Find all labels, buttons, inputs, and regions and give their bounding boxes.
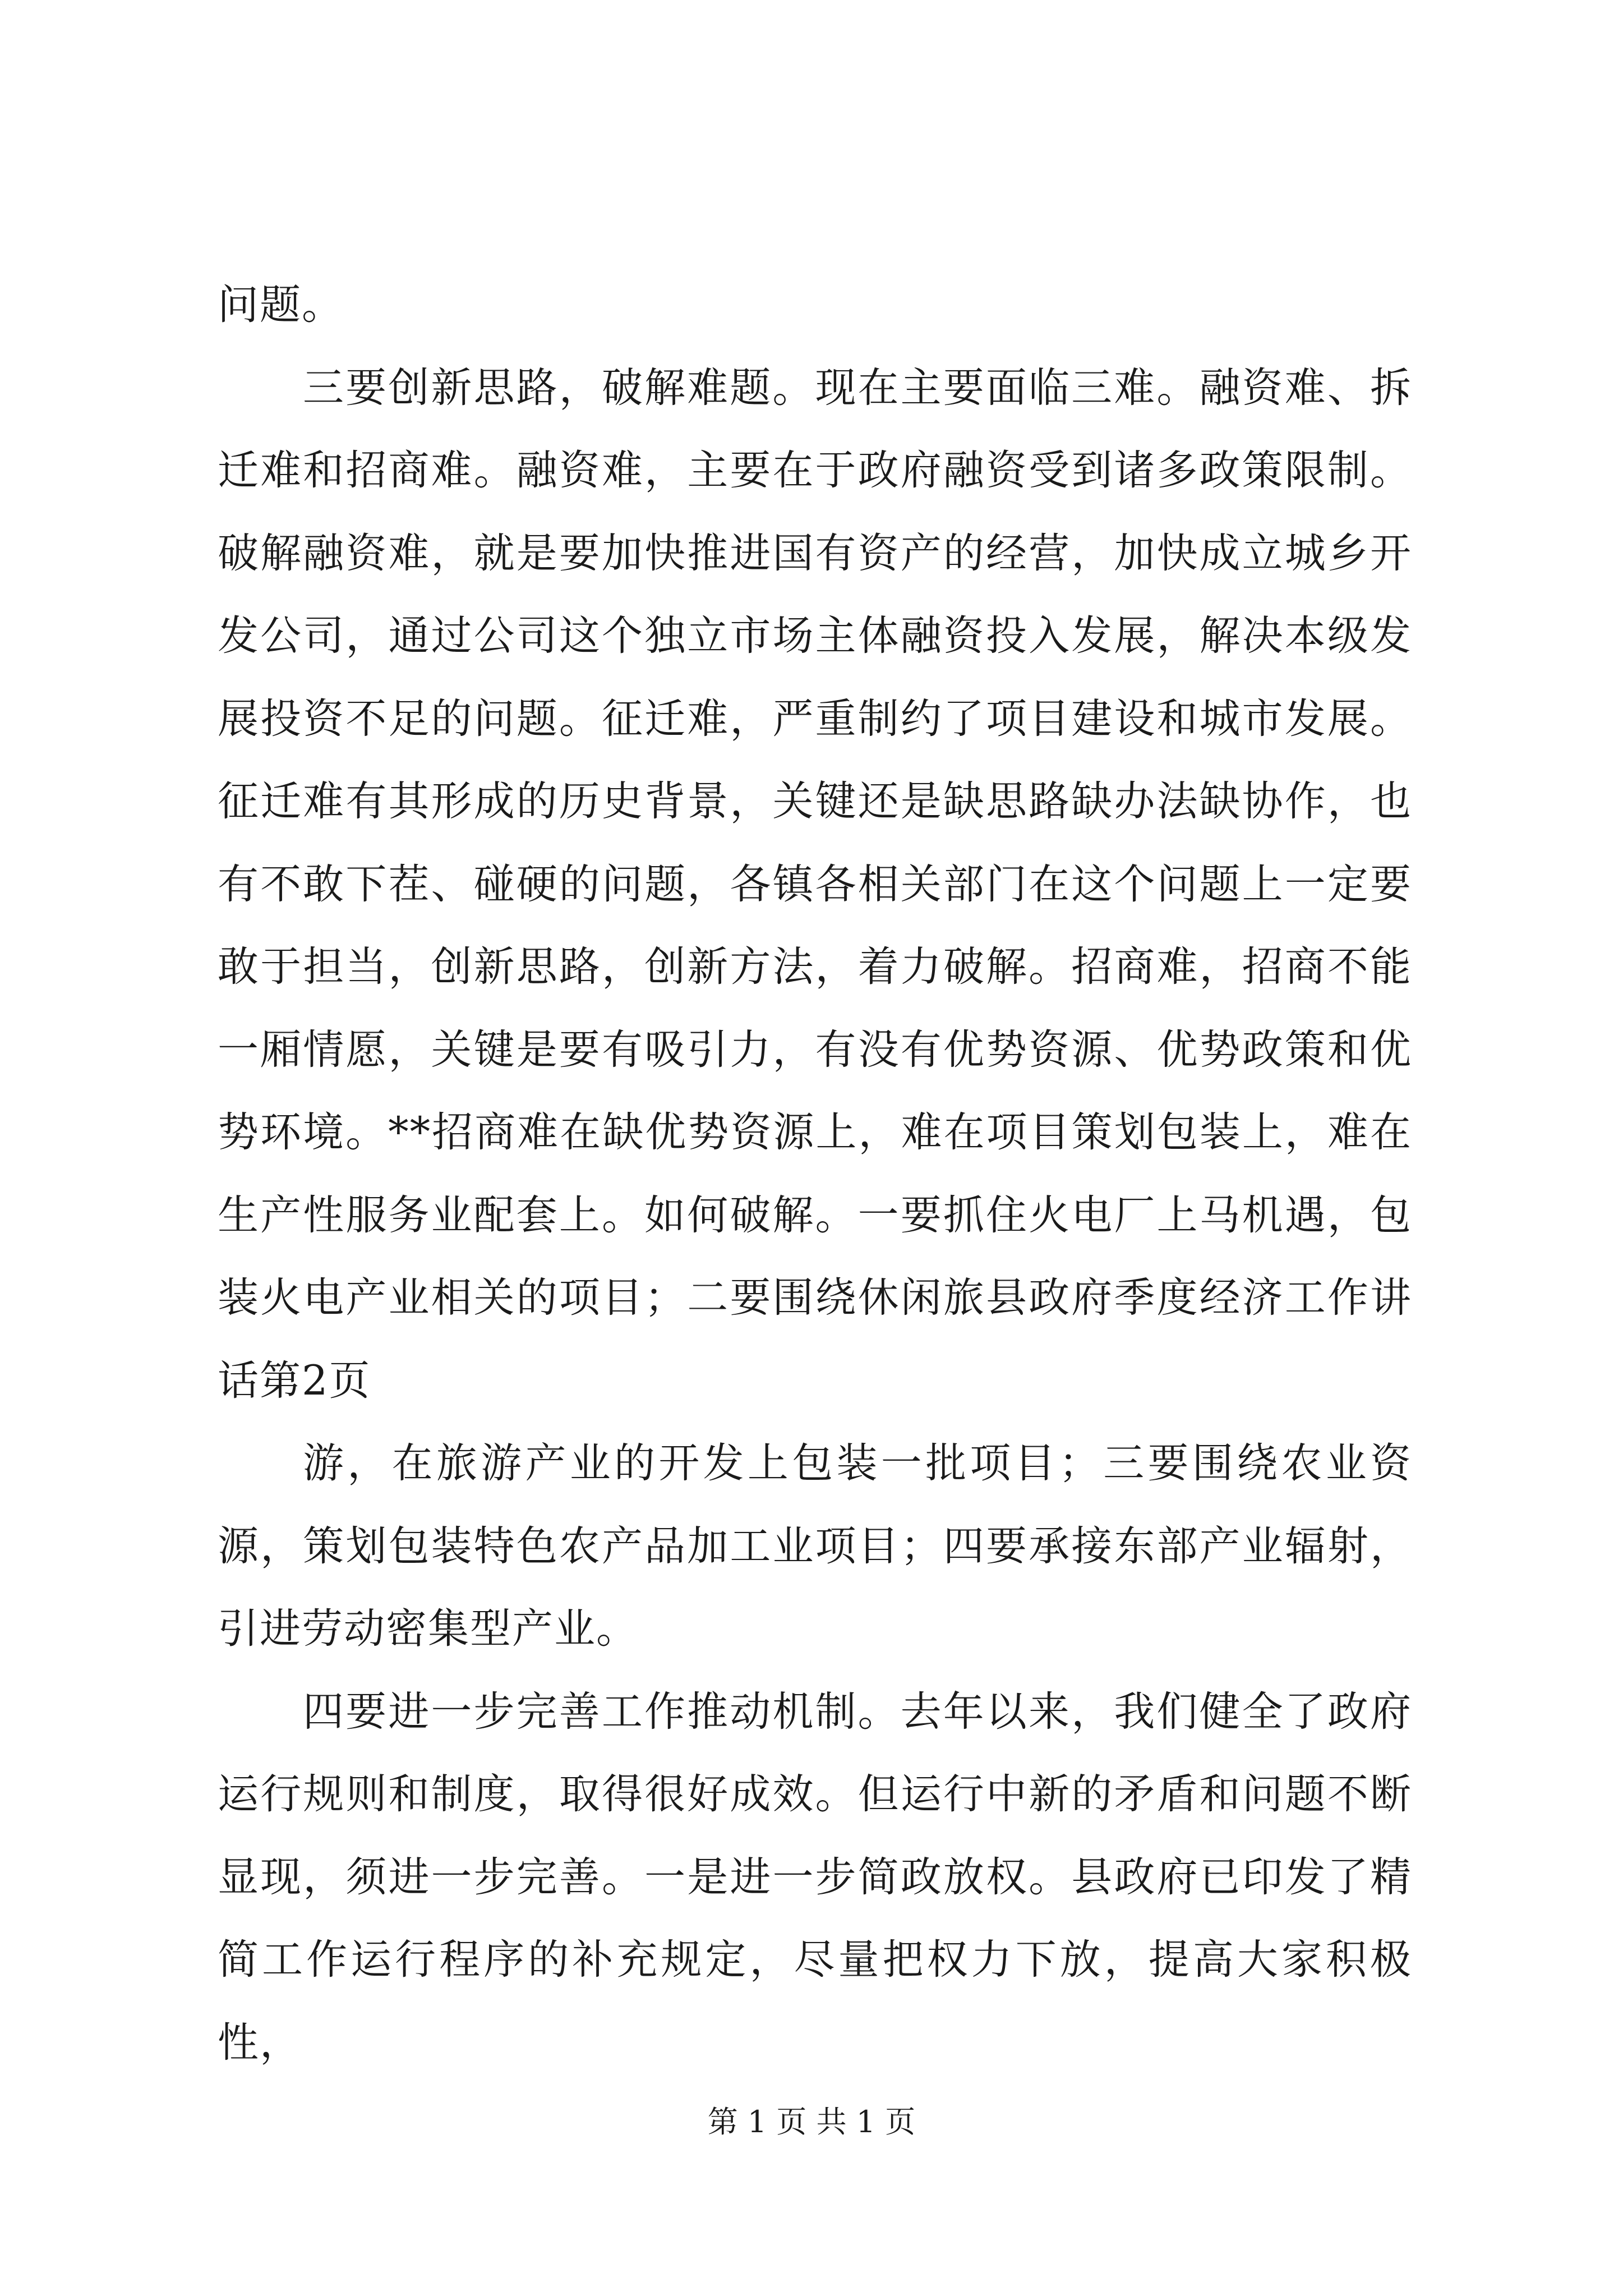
document-body: [218, 264, 1412, 2084]
paragraph-1: 问题。: [218, 281, 344, 329]
paragraph-3: 游，在旅游产业的开发上包装一批项目；三要围绕农业资源，策划包装特色农产品加工业项目；四要承接东部产业辐射，引进劳动密集型产业。: [218, 1439, 1412, 1653]
page-footer: 第 1 页 共 1 页: [707, 2104, 916, 2139]
paragraph-2: 三要创新思路，破解难题。现在主要面临三难。融资难、拆迁难和招商难。融资难，主要在于政府融资受到诸多政策限制。破解融资难，就是要加快推进国有资产的经营，加快成立城乡开发公司，通过公司这个独立市场主体融资投入发展，解决本级发展投资不足的问题。征迁难，严重制约了项目建设和城市发展。征迁难有其形成的历史背景，关键还是缺思路缺办法缺协作，也有不敢下茬、碰硬的问题，各镇各相关部门在这个问题上一定要敢于担当，创新思路，创新方法，着力破解。招商难，招商不能一厢情愿，关键是要有吸引力，有没有优势资源、优势政策和优势环境。**招商难在缺优势资源上，难在项目策划包装上，难在生产性服务业配套上。如何破解。一要抓住火电厂上马机遇，包装火电产业相关的项目；二要围绕休闲旅县政府季度经济工作讲话第2页: [218, 364, 1412, 1405]
paragraph-4: 四要进一步完善工作推动机制。去年以来，我们健全了政府运行规则和制度，取得很好成效。但运行中新的矛盾和问题不断显现，须进一步完善。一是进一步简政放权。县政府已印发了精简工作运行程序的补充规定，尽量把权力下放，提高大家积极性，: [218, 1687, 1412, 2067]
